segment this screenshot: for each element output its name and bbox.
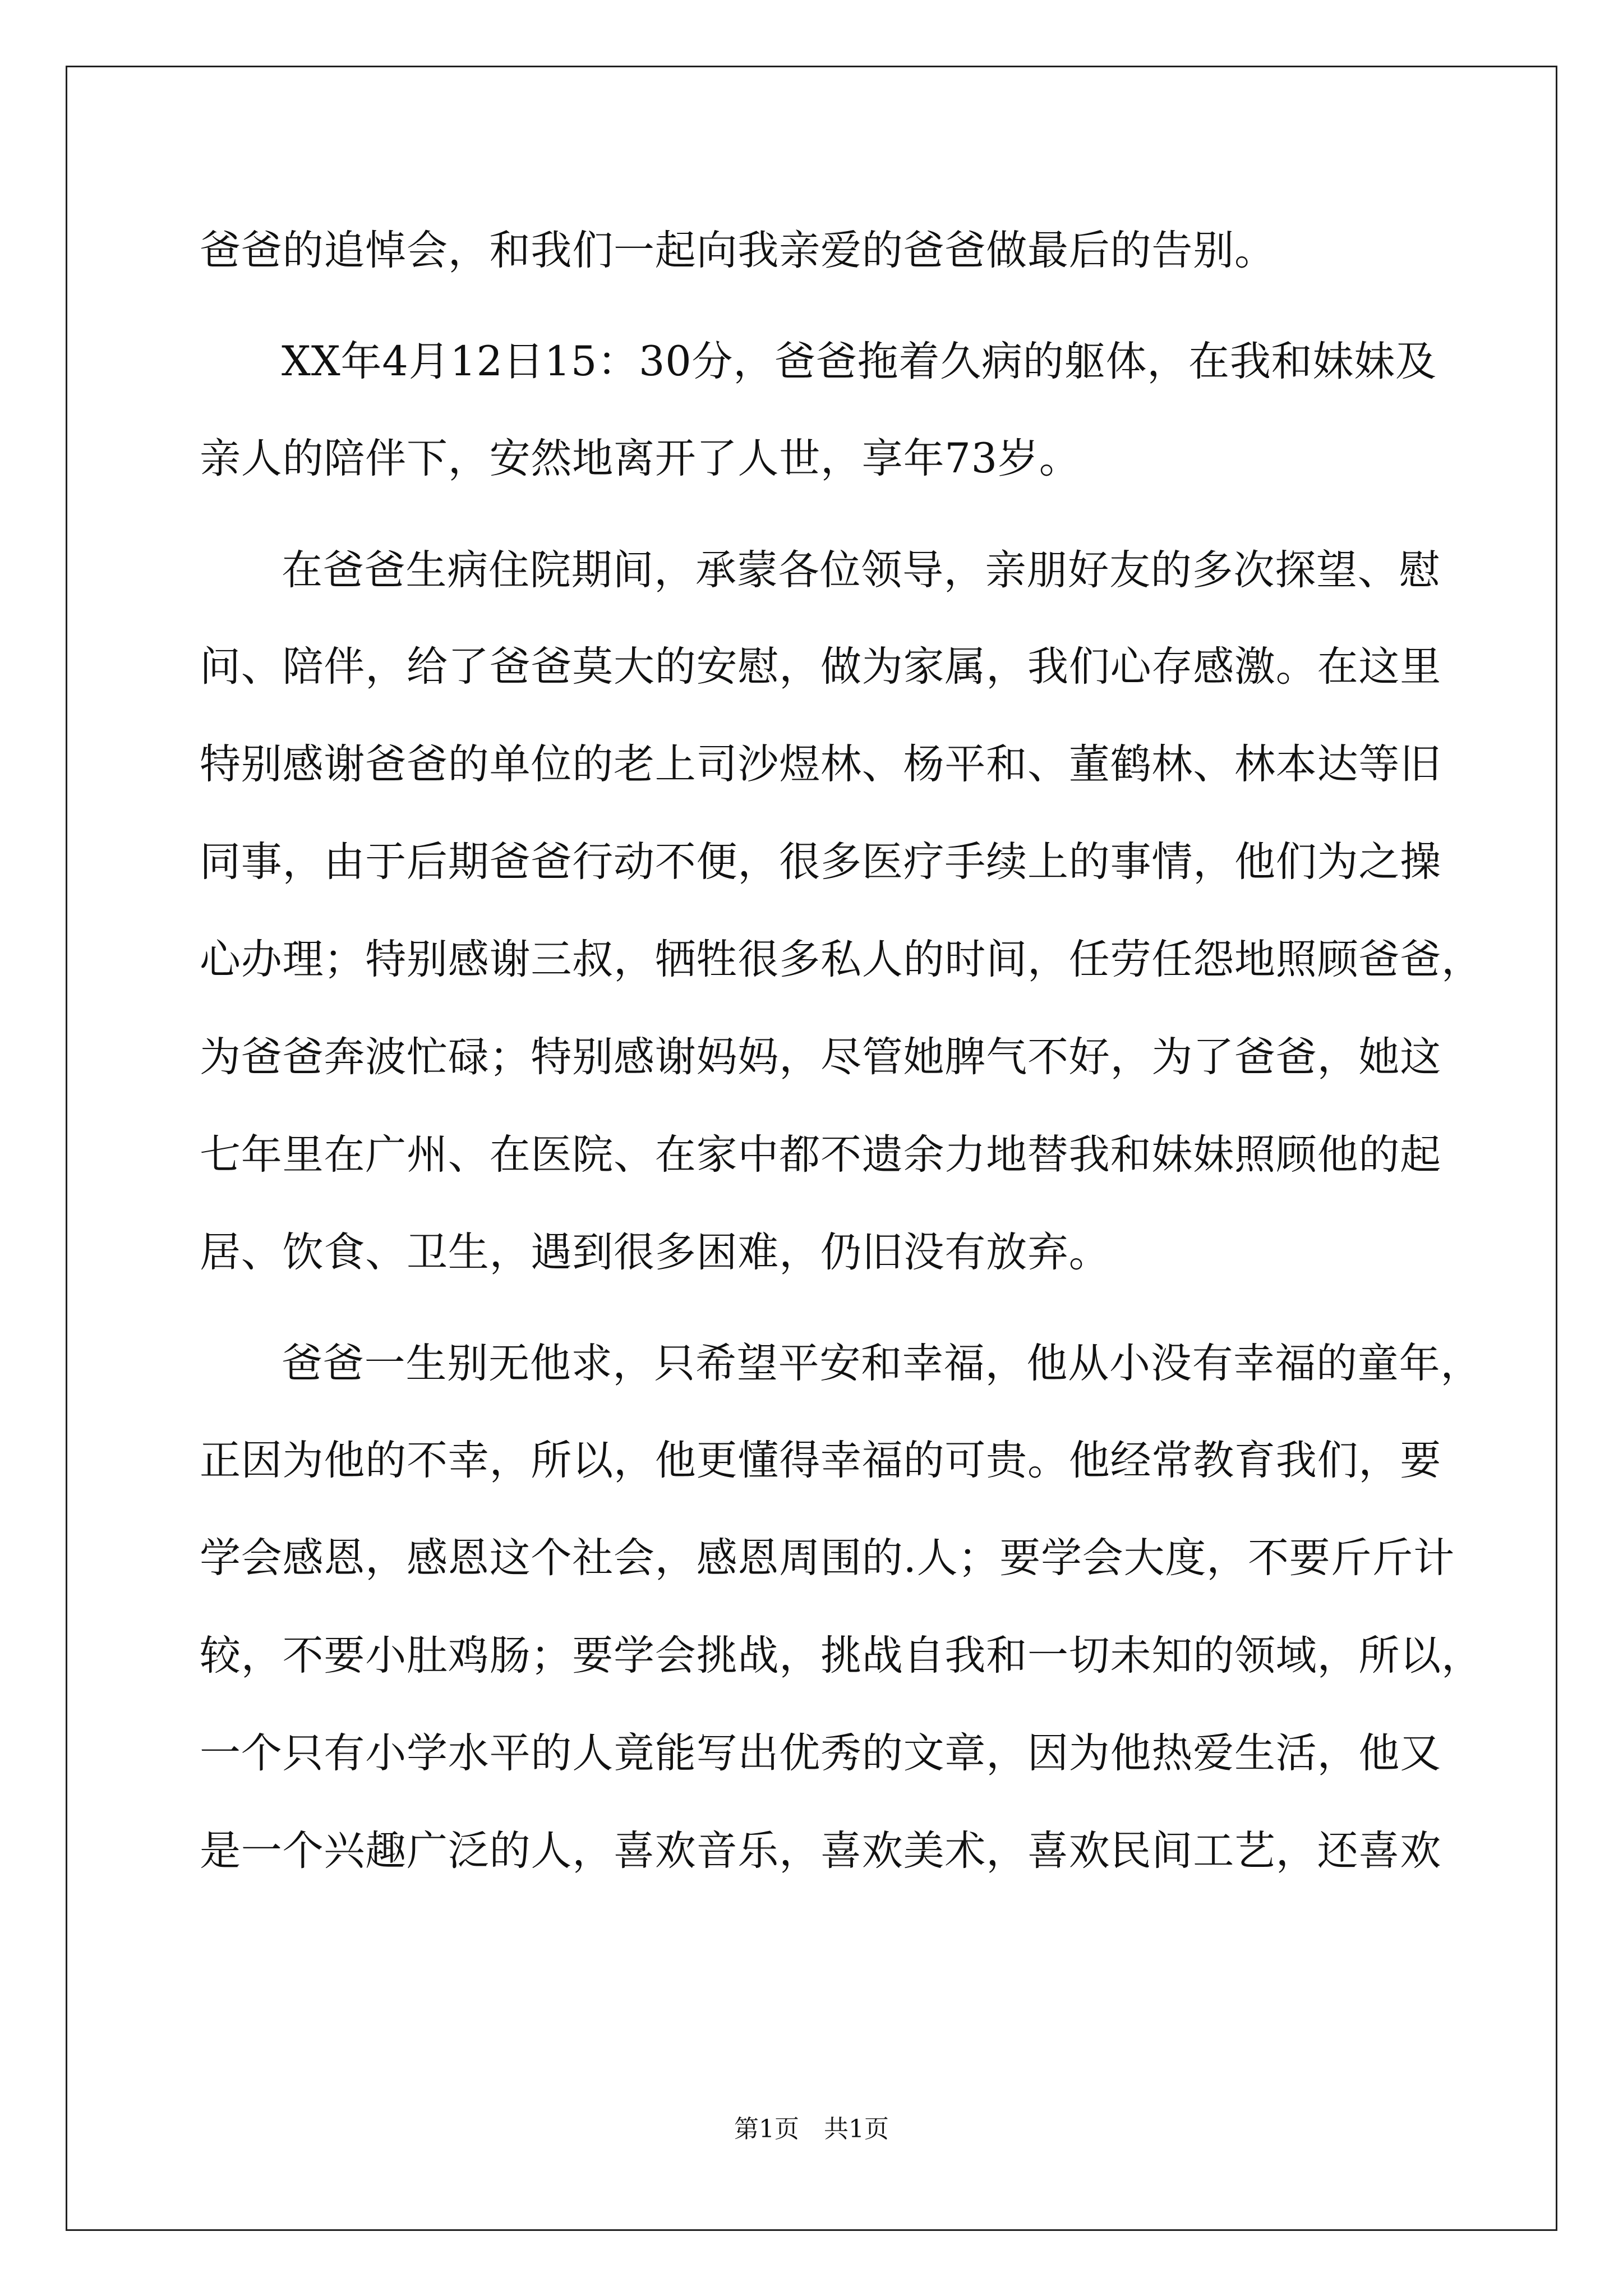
text-line: 较，不要小肚鸡肠；要学会挑战，挑战自我和一切未知的领域，所以，: [200, 1632, 1483, 1680]
text-line: 在爸爸生病住院期间，承蒙各位领导，亲朋好友的多次探望、慰: [282, 546, 1441, 594]
text-line: 亲人的陪伴下，安然地离开了人世，享年73岁。: [200, 435, 1081, 482]
page-number: 第1页: [734, 2115, 799, 2143]
text-line: 爸爸一生别无他求，只希望平安和幸福，他从小没有幸福的童年，: [282, 1340, 1482, 1387]
text-line: 特别感谢爸爸的单位的老上司沙煜林、杨平和、董鹤林、林本达等旧: [200, 740, 1441, 788]
text-line: 问、陪伴，给了爸爸莫大的安慰，做为家属，我们心存感激。在这里: [200, 643, 1441, 691]
text-line: 一个只有小学水平的人竟能写出优秀的文章，因为他热爱生活，他又: [200, 1729, 1441, 1777]
text-line: 正因为他的不幸，所以，他更懂得幸福的可贵。他经常教育我们，要: [200, 1437, 1441, 1484]
text-line: 居、饮食、卫生，遇到很多困难，仍旧没有放弃。: [200, 1228, 1110, 1276]
text-line: 七年里在广州、在医院、在家中都不遗余力地替我和妹妹照顾他的起: [200, 1131, 1441, 1179]
text-line: 为爸爸奔波忙碌；特别感谢妈妈，尽管她脾气不好，为了爸爸，她这: [200, 1033, 1441, 1081]
text-line: 爸爸的追悼会，和我们一起向我亲爱的爸爸做最后的告别。: [200, 227, 1276, 274]
text-line: 学会感恩，感恩这个社会，感恩周围的.人；要学会大度，不要斤斤计: [200, 1534, 1455, 1582]
page-footer: [0, 2114, 1623, 2145]
text-line: XX年4月12日15：30分，爸爸拖着久病的躯体，在我和妹妹及: [282, 338, 1437, 385]
text-line: 心办理；特别感谢三叔，牺牲很多私人的时间，任劳任怨地照顾爸爸，: [200, 936, 1483, 983]
text-line: 同事，由于后期爸爸行动不便，很多医疗手续上的事情，他们为之操: [200, 838, 1441, 886]
page-total: 共1页: [824, 2115, 889, 2143]
text-line: 是一个兴趣广泛的人，喜欢音乐，喜欢美术，喜欢民间工艺，还喜欢: [200, 1827, 1441, 1875]
